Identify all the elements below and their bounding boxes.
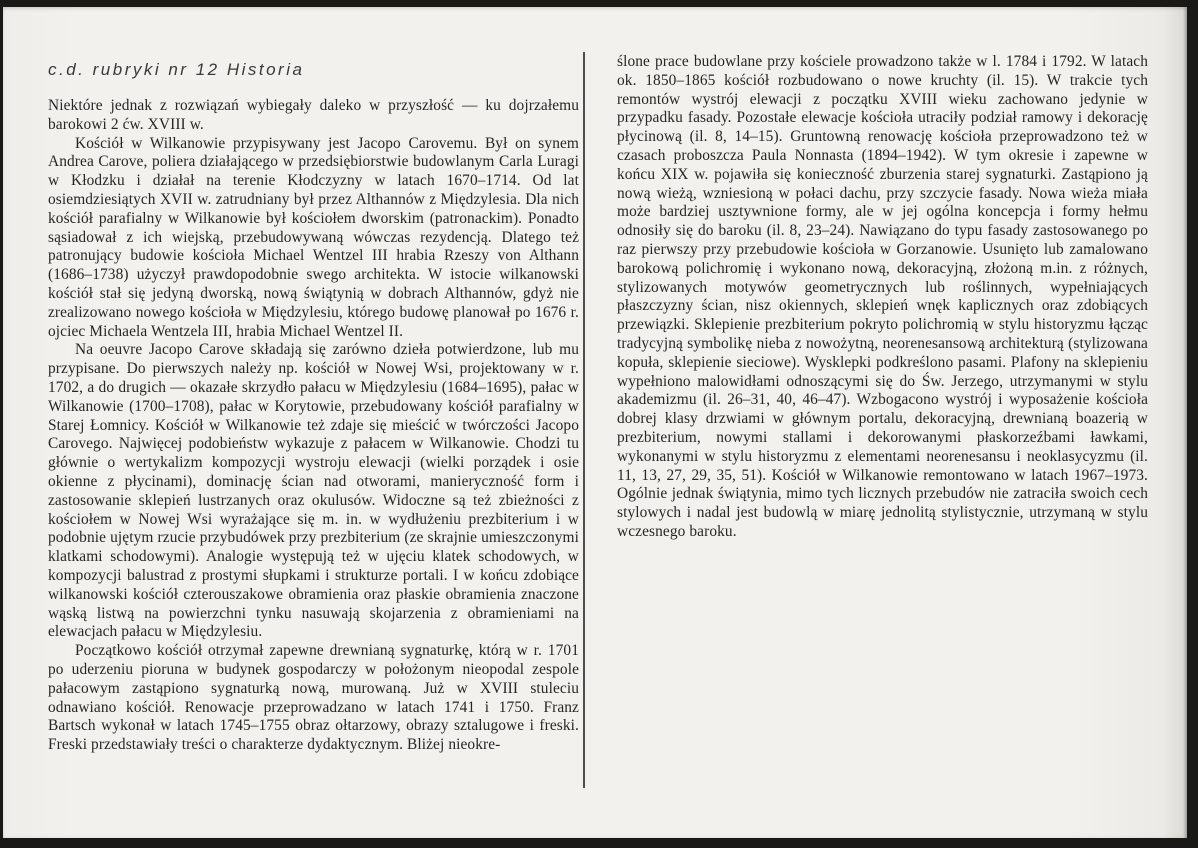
- paragraph: Początkowo kościół otrzymał zapewne drewnianą sygnaturkę, którą w r. 1701 po uderzeniu pioruna w budynek gospodarczy w położonym nieopodal zespole pałacowym zastąpiono sygnaturką nową, murowaną. Już w XVIII stuleciu odnawiano kościół. Renowacje przeprowadzano w latach 1741 i 1750. Franz Bartsch wykonał w latach 1745–1755 obraz ołtarzowy, obrazy sztalugowe i freski. Freski przedstawiały treści o charakterze dydaktycznym. Bliżej nieokre-: [48, 642, 579, 754]
- paragraph: Kościół w Wilkanowie przypisywany jest Jacopo Carovemu. Był on synem Andrea Carove, poliera działającego w przedsiębiorstwie budowlanym Carla Luragi w Kłodzku i działał na terenie Kłodczyzny w latach 1670–1714. Od lat osiemdziesiątych XVII w. zatrudniany był przez Althannów z Międzylesia. Dla nich kościół parafialny w Wilkanowie był kościołem dworskim (patronackim). Ponadto sąsiadował z ich wiejską, przebudowywaną wówczas rezydencją. Dlatego też patronujący budowie kościoła Michael Wentzel III hrabia Rzeszy von Althann (1686–1738) użyczył prawdopodobnie swego architekta. W istocie wilkanowski kościół stał się jedyną dworską, nową świątynią w dobrach Althannów, gdyż nie zrealizowano nowego kościoła w Międzylesiu, którego budowę planował po 1676 r. ojciec Michaela Wentzela III, hrabia Michael Wentzel II.: [48, 134, 579, 340]
- page-title: c.d. rubryki nr 12 Historia: [48, 60, 305, 79]
- column-divider-rule: [583, 52, 585, 788]
- left-text-column: [48, 97, 579, 755]
- right-text-column: [617, 53, 1148, 542]
- paragraph: ślone prace budowlane przy kościele prowadzono także w l. 1784 i 1792. W latach ok. 1850–1865 kościół rozbudowano o nowe kruchty (il. 15). W trakcie tych remontów wystrój elewacji z początku XVIII wieku zachowano jedynie w przypadku fasady. Pozostałe elewacje kościoła utraciły podział ramowy i dekorację płycinową (il. 8, 14–15). Gruntowną renowację kościoła przeprowadzono też w czasach proboszcza Paula Nonnasta (1894–1942). W tym okresie i zapewne w końcu XIX w. pojawiła się konieczność zburzenia starej sygnaturki. Zastąpiono ją nową wieżą, wzniesioną w połaci dachu, przy szczycie fasady. Nowa wieża miała może bardziej usztywnione formy, ale w jej ogólna koncepcja i formy hełmu odnosiły się do baroku (il. 8, 23–24). Nawiązano do typu fasady zastosowanego po raz pierwszy przy przebudowie kościoła w Gorzanowie. Usunięto lub zamalowano barokową polichromię i wykonano nową, dekoracyjną, złożoną m.in. z różnych, stylizowanych motywów geometrycznych lub roślinnych, wypełniających płaszczyzny ścian, nisz okiennych, sklepień wnęk kaplicznych oraz zdobiących przewiązki. Sklepienie prezbiterium pokryto polichromią w stylu historyzmu łącząc tradycyjną symbolikę nieba z nowożytną, neorenesansową architekturą (stylizowana kopuła, sklepienie sieciowe). Wysklepki podkreślono pasami. Plafony na sklepieniu wypełniono malowidłami odnoszącymi się do Św. Jerzego, utrzymanymi w stylu akademizmu (il. 26–31, 40, 46–47). Wzbogacono wystrój i wyposażenie kościoła dobrej klasy drzwiami w głównym portalu, dekoracyjną, drewnianą boazerią w prezbiterium, nowymi stallami i dekorowanymi płaskorzeźbami ławkami, wykonanymi w stylu historyzmu z elementami neorenesansu i neoklasycyzmu (il. 11, 13, 27, 29, 35, 51). Kościół w Wilkanowie remontowano w latach 1967–1973. Ogólnie jednak świątynia, mimo tych licznych przebudów nie zatraciła swoich cech stylowych i nadal jest budowlą w miarę jednolitą stylistycznie, utrzymaną w stylu wczesnego baroku.: [617, 53, 1148, 540]
- document-page: [3, 7, 1187, 838]
- page-edge-shadow: [1183, 7, 1187, 838]
- paragraph: Na oeuvre Jacopo Carove składają się zarówno dzieła potwierdzone, lub mu przypisane. Do pierwszych należy np. kościół w Nowej Wsi, projektowany w r. 1702, a do drugich — okazałe skrzydło pałacu w Międzylesiu (1684–1695), pałac w Wilkanowie (1700–1708), pałac w Korytowie, przebudowany kościół parafialny w Starej Łomnicy. Kościół w Wilkanowie też zdaje się mieścić w twórczości Jacopo Carovego. Najwięcej podobieństw wykazuje z pałacem w Wilkanowie. Chodzi tu głównie o wertykalizm kompozycji wystroju elewacji (wielki porządek i osie okienne z płycinami), dominację ścian nad otworami, manieryczność form i zastosowanie sklepień lustrzanych oraz okulusów. Widoczne są też zbieżności z kościołem w Nowej Wsi wyrażające się m. in. w wydłużeniu prezbiterium i w podobnie ujętym rzucie przybudówek przy prezbiterium (ze skrajnie umieszczonymi klatkami schodowymi). Analogie występują też w ujęciu klatek schodowych, w kompozycji balustrad z prostymi słupkami i strukturze portali. I w końcu zdobiące wilkanowski kościół czterouszakowe obramienia oraz płaskie obramienia znaczone wąską listwą na powierzchni tynku nasuwają skojarzenia z obramieniami na elewacjach pałacu w Międzylesiu.: [48, 341, 579, 641]
- paragraph: Niektóre jednak z rozwiązań wybiegały daleko w przyszłość — ku dojrzałemu barokowi 2 ćw. XVIII w.: [48, 97, 579, 133]
